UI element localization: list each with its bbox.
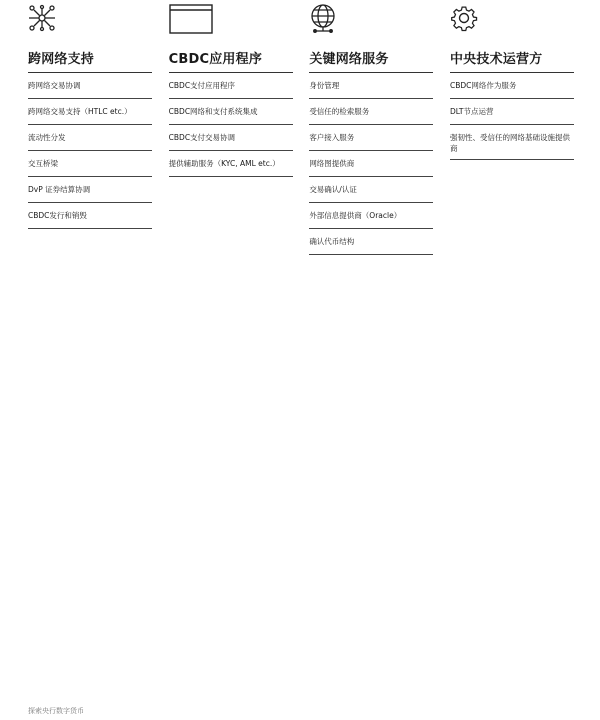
list-item: 跨网络交易支持（HTLC etc.） bbox=[28, 99, 152, 125]
footer-source: 探索央行数字货币 bbox=[28, 707, 84, 715]
list-item: CBDC支付应用程序 bbox=[169, 73, 293, 99]
column-key-network-services bbox=[309, 0, 433, 255]
list-item: CBDC发行和销毁 bbox=[28, 203, 152, 229]
item-list bbox=[450, 73, 574, 160]
column-title: CBDC应用程序 bbox=[169, 50, 293, 73]
list-item: CBDC支付交易协调 bbox=[169, 125, 293, 151]
item-list bbox=[169, 73, 293, 177]
list-item: CBDC网络作为服务 bbox=[450, 73, 574, 99]
list-item: 确认代币结构 bbox=[309, 229, 433, 255]
list-item: 流动性分发 bbox=[28, 125, 152, 151]
list-item: 交互桥梁 bbox=[28, 151, 152, 177]
column-cbdc-apps bbox=[169, 0, 293, 255]
network-node-icon bbox=[28, 0, 152, 40]
column-title: 跨网络支持 bbox=[28, 50, 152, 73]
service-columns bbox=[28, 0, 574, 255]
column-title: 中央技术运营方 bbox=[450, 50, 574, 73]
list-item: 提供辅助服务（KYC, AML etc.） bbox=[169, 151, 293, 177]
column-cross-network bbox=[28, 0, 152, 255]
list-item: CBDC网络和支付系统集成 bbox=[169, 99, 293, 125]
globe-network-icon bbox=[309, 0, 433, 40]
column-central-operator bbox=[450, 0, 574, 255]
column-title: 关键网络服务 bbox=[309, 50, 433, 73]
list-item: DvP 证券结算协调 bbox=[28, 177, 152, 203]
item-list bbox=[309, 73, 433, 255]
list-item: 外部信息提供商（Oracle） bbox=[309, 203, 433, 229]
list-item: 交易确认/认证 bbox=[309, 177, 433, 203]
list-item: 跨网络交易协调 bbox=[28, 73, 152, 99]
list-item: 身份管理 bbox=[309, 73, 433, 99]
list-item: 受信任的检索服务 bbox=[309, 99, 433, 125]
browser-window-icon bbox=[169, 0, 293, 40]
list-item: 网络图提供商 bbox=[309, 151, 433, 177]
list-item: 客户接入服务 bbox=[309, 125, 433, 151]
gear-icon bbox=[450, 0, 574, 40]
list-item: DLT节点运营 bbox=[450, 99, 574, 125]
item-list bbox=[28, 73, 152, 229]
list-item: 强韧性、受信任的网络基础设施提供商 bbox=[450, 125, 574, 160]
